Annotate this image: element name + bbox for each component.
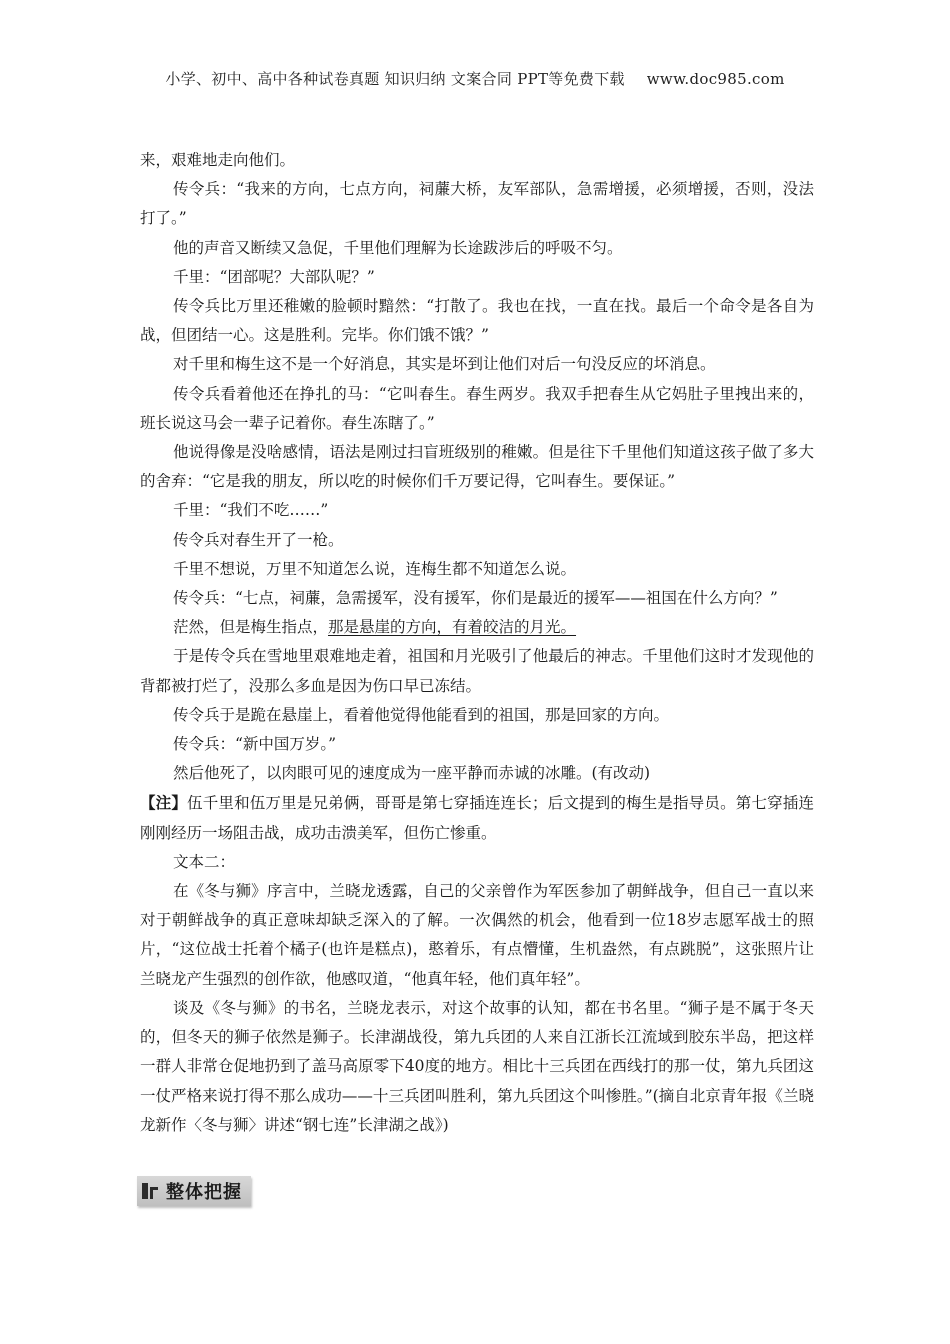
text2-title: 文本二： — [173, 852, 236, 871]
paragraph: 他的声音又断续又急促，千里他们理解为长途跋涉后的呼吸不匀。 — [173, 238, 623, 257]
paragraph: 于是传令兵在雪地里艰难地走着，祖国和月光吸引了他最后的神志。千里他们这时才发现他的背都被打烂了，没那么多血是因为伤口早已冻结。 — [140, 647, 814, 695]
paragraph: 然后他死了，以肉眼可见的速度成为一座平静而赤诚的冰雕。(有改动) — [173, 764, 651, 783]
paragraph: 传令兵于是跪在悬崖上，看着他觉得他能看到的祖国，那是回家的方向。 — [173, 705, 670, 724]
note-text: 伍千里和伍万里是兄弟俩，哥哥是第七穿插连连长；后文提到的梅生是指导员。第七穿插连刚刚经历一场阻击战，成功击溃美军，但伤亡惨重。 — [140, 794, 814, 842]
underlined-sentence: 那是悬崖的方向，有着皎洁的月光。 — [328, 618, 577, 637]
paragraph: 传令兵比万里还稚嫩的脸顿时黯然：“打散了。我也在找，一直在找。最后一个命令是各自为战，但团结一心。这是胜利。完毕。你们饿不饿？” — [140, 297, 814, 345]
header-text: 小学、初中、高中各种试卷真题 知识归纳 文案合同 PPT等免费下载 — [165, 70, 625, 88]
paragraph: 传令兵：“我来的方向，七点方向，祠薕大桥，友军部队，急需增援，必须增援，否则，没法打了。” — [140, 180, 814, 228]
text2-paragraph: 谈及《冬与狮》的书名，兰晓龙表示，对这个故事的认知，都在书名里。“狮子是不属于冬天的，但冬天的狮子依然是狮子。长津湖战役，第九兵团的人来自江浙长江流域到胶东半岛，把这样一群人非常仓促地扔到了盖马高原零下40度的地方。相比十三兵团在西线打的那一仗，第九兵团这一仗严格来说打得不那么成功——十三兵团叫胜利，第九兵团这个叫惨胜。”(摘自北京青年报《兰晓龙新作〈冬与狮〉讲述“钢七连”长津湖之战》) — [140, 998, 814, 1134]
page-header — [0, 68, 950, 89]
paragraph: 传令兵对春生开了一枪。 — [173, 530, 344, 549]
note — [140, 788, 814, 847]
paragraph: 千里不想说，万里不知道怎么说，连梅生都不知道怎么说。 — [173, 559, 577, 578]
paragraph: 对千里和梅生这不是一个好消息，其实是坏到让他们对后一句没反应的坏消息。 — [173, 355, 716, 374]
note-tag: 【注】 — [140, 793, 188, 813]
paragraph: 传令兵：“七点，祠薕，急需援军，没有援军，你们是最近的援军——祖国在什么方向？” — [173, 589, 778, 608]
paragraph: 千里：“我们不吃……” — [173, 501, 329, 520]
section-heading — [137, 1176, 251, 1206]
header-site: www.doc985.com — [646, 70, 785, 88]
section-heading-label: 整体把握 — [166, 1182, 242, 1203]
article-body — [140, 146, 814, 1140]
text2-paragraph: 在《冬与狮》序言中，兰晓龙透露，自己的父亲曾作为军医参加了朝鲜战争，但自己一直以来对于朝鲜战争的真正意味却缺乏深入的了解。一次偶然的机会，他看到一位18岁志愿军战士的照片，“这位战士托着个橘子(也许是糕点)，憨着乐，有点懵懂，生机盎然，有点跳脱”，这张照片让兰晓龙产生强烈的创作欲，他感叹道，“他真年轻，他们真年轻”。 — [140, 882, 814, 988]
paragraph: 传令兵：“新中国万岁。” — [173, 735, 337, 754]
paragraph: 来，艰难地走向他们。 — [140, 151, 296, 169]
paragraph: 传令兵看着他还在挣扎的马：“它叫春生。春生两岁。我双手把春生从它妈肚子里拽出来的，班长说这马会一辈子记着你。春生冻瞎了。” — [140, 384, 814, 432]
paragraph-lead: 茫然，但是梅生指点， — [173, 618, 329, 637]
section-corner-icon — [150, 1187, 158, 1199]
paragraph: 他说得像是没啥感情，语法是刚过扫盲班级别的稚嫩。但是往下千里他们知道这孩子做了多大的舍弃：“它是我的朋友，所以吃的时候你们千万要记得，它叫春生。要保证。” — [140, 443, 814, 491]
paragraph-with-underline — [140, 613, 814, 642]
paragraph: 千里：“团部呢？大部队呢？” — [173, 267, 375, 286]
section-marker-icon — [142, 1183, 148, 1199]
